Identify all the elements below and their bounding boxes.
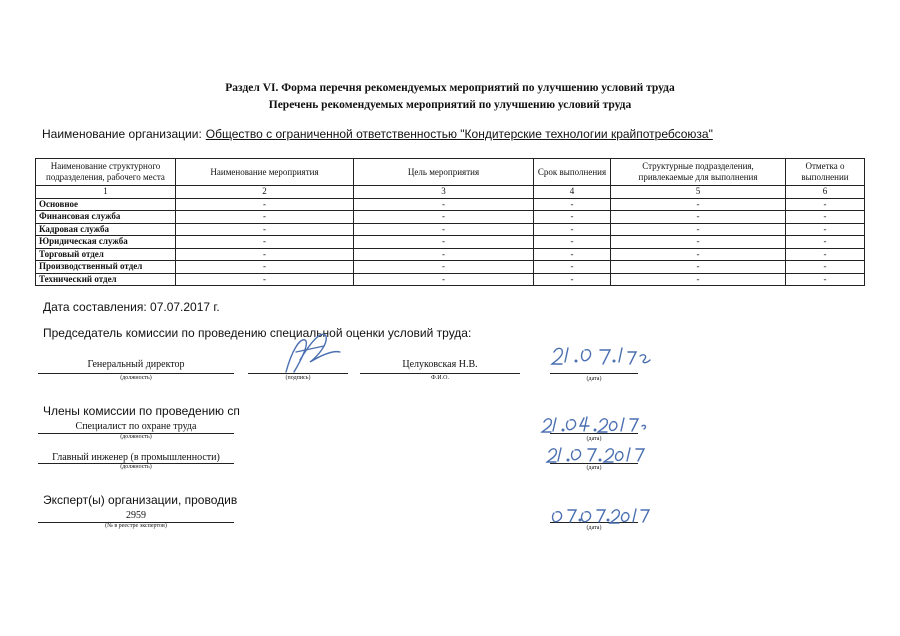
unit-name: Производственный отдел <box>36 261 176 274</box>
organization-label: Наименование организации: <box>42 127 202 141</box>
col-number: 3 <box>354 186 534 199</box>
table-cell: - <box>176 223 354 236</box>
table-cell: - <box>611 211 786 224</box>
table-cell: - <box>534 223 611 236</box>
table-cell: - <box>534 198 611 211</box>
unit-name: Кадровая служба <box>36 223 176 236</box>
section-title: Раздел VI. Форма перечня рекомендуемых мероприятий по улучшению условий труда <box>225 82 675 94</box>
member1-date-caption: (дата) <box>586 436 602 442</box>
table-cell: - <box>611 248 786 261</box>
col-number: 1 <box>36 186 176 199</box>
table-cell: - <box>354 236 534 249</box>
table-cell: - <box>786 248 865 261</box>
table-cell: - <box>176 273 354 286</box>
chairman-signature-caption: (подпись) <box>285 375 311 381</box>
list-title: Перечень рекомендуемых мероприятий по улучшению условий труда <box>268 99 632 111</box>
col-number: 5 <box>611 186 786 199</box>
col-header-completion: Отметка о выполнении <box>786 159 865 186</box>
chairman-position: Генеральный директор <box>87 359 185 370</box>
table-cell: - <box>176 261 354 274</box>
table-cell: - <box>176 236 354 249</box>
member1-position: Специалист по охране труда <box>75 421 197 432</box>
table-cell: - <box>354 273 534 286</box>
table-cell: - <box>534 261 611 274</box>
col-number: 2 <box>176 186 354 199</box>
unit-name: Юридическая служба <box>36 236 176 249</box>
table-cell: - <box>611 236 786 249</box>
table-cell: - <box>786 211 865 224</box>
table-cell: - <box>786 198 865 211</box>
member1-position-caption: (должность) <box>120 434 152 440</box>
table-cell: - <box>354 211 534 224</box>
table-cell: - <box>786 223 865 236</box>
expert-date-handwritten <box>553 509 649 523</box>
table-cell: - <box>786 236 865 249</box>
compilation-date: Дата составления: 07.07.2017 г. <box>43 300 220 314</box>
member2-position: Главный инженер (в промышленности) <box>52 452 220 463</box>
chairman-name: Целуковская Н.В. <box>402 359 478 370</box>
expert-number-caption: (№ в реестре экспертов) <box>105 523 167 529</box>
expert-heading: Эксперт(ы) организации, проводив <box>43 493 238 507</box>
table-cell: - <box>176 198 354 211</box>
member2-date-handwritten <box>547 448 644 462</box>
chairman-fio-caption: Ф.И.О. <box>431 375 449 381</box>
member2-position-caption: (должность) <box>120 464 152 470</box>
col-header-departments: Структурные подразделения, привлекаемые для выполнения <box>611 159 786 186</box>
table-cell: - <box>354 223 534 236</box>
unit-name: Торговый отдел <box>36 248 176 261</box>
table-cell: - <box>534 248 611 261</box>
members-heading: Члены комиссии по проведению сп <box>43 404 240 418</box>
table-cell: - <box>534 273 611 286</box>
table-cell: - <box>611 198 786 211</box>
expert-number: 2959 <box>126 510 146 521</box>
table-cell: - <box>786 261 865 274</box>
unit-name: Финансовая служба <box>36 211 176 224</box>
chairman-signature <box>286 334 340 372</box>
member2-date-caption: (дата) <box>586 465 602 471</box>
table-cell: - <box>354 248 534 261</box>
organization-name: Общество с ограниченной ответственностью "Кондитерские технологии крайпотребсоюза" <box>205 127 713 141</box>
col-header-deadline: Срок выполнения <box>534 159 611 186</box>
member1-date-handwritten <box>542 417 645 432</box>
table-cell: - <box>534 236 611 249</box>
chairman-date-handwritten <box>552 348 650 364</box>
chairman-position-caption: (должность) <box>120 375 152 381</box>
col-header-measure: Наименование мероприятия <box>176 159 354 186</box>
table-cell: - <box>786 273 865 286</box>
table-cell: - <box>611 223 786 236</box>
chairman-date-caption: (дата) <box>586 376 602 382</box>
table-cell: - <box>354 261 534 274</box>
col-number: 6 <box>786 186 865 199</box>
table-cell: - <box>354 198 534 211</box>
table-cell: - <box>176 211 354 224</box>
table-cell: - <box>611 261 786 274</box>
col-header-unit: Наименование структурного подразделения, рабочего места <box>36 159 176 186</box>
chairman-heading: Председатель комиссии по проведению специальной оценки условий труда: <box>43 326 472 340</box>
unit-name: Технический отдел <box>36 273 176 286</box>
col-number: 4 <box>534 186 611 199</box>
col-header-goal: Цель мероприятия <box>354 159 534 186</box>
unit-name: Основное <box>36 198 176 211</box>
expert-date-caption: (дата) <box>586 525 602 531</box>
table-cell: - <box>534 211 611 224</box>
table-cell: - <box>176 248 354 261</box>
table-cell: - <box>611 273 786 286</box>
